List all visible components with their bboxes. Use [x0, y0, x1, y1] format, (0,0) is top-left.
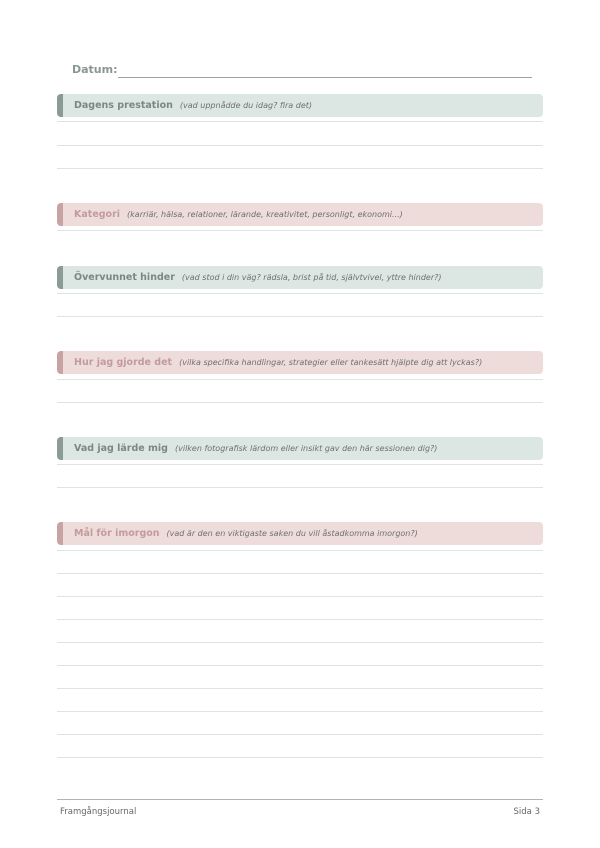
section-header-learned: [57, 437, 543, 460]
writing-line[interactable]: [57, 145, 543, 146]
section-header-achievement: [57, 94, 543, 117]
date-field[interactable]: [118, 77, 532, 78]
writing-line[interactable]: [57, 464, 543, 465]
section-header-obstacle: [57, 266, 543, 289]
section-header-category: [57, 203, 543, 226]
section-hint: (vad uppnådde du idag? fira det): [179, 101, 313, 110]
section-hint: (karriär, hälsa, relationer, lärande, kreativitet, personligt, ekonomi...): [127, 210, 403, 219]
writing-line[interactable]: [57, 487, 543, 488]
section-title: Vad jag lärde mig: [74, 443, 168, 454]
section-accent: [57, 203, 63, 226]
section-hint: (vad är den en viktigaste saken du vill åstadkomma imorgon?): [166, 529, 418, 538]
footer-page-number: Sida 3: [513, 807, 540, 817]
date-label: Datum:: [72, 63, 118, 76]
section-hint: (vilken fotografisk lärdom eller insikt gav den här sessionen dig?): [174, 444, 438, 453]
section-accent: [57, 437, 63, 460]
writing-line[interactable]: [57, 121, 543, 122]
section-header-how: [57, 351, 543, 374]
writing-line[interactable]: [57, 402, 543, 403]
section-title: Övervunnet hinder: [74, 272, 175, 283]
date-row: [72, 62, 532, 80]
section-title: Dagens prestation: [74, 100, 173, 111]
writing-line[interactable]: [57, 573, 543, 574]
writing-line[interactable]: [57, 596, 543, 597]
section-accent: [57, 94, 63, 117]
section-title: Kategori: [74, 209, 121, 220]
writing-line[interactable]: [57, 379, 543, 380]
section-hint: (vilka specifika handlingar, strategier eller tankesätt hjälpte dig att lyckas?): [179, 358, 483, 367]
writing-line[interactable]: [57, 230, 543, 231]
section-hint: (vad stod i din väg? rädsla, brist på tid, självtvivel, yttre hinder?): [181, 273, 442, 282]
writing-line[interactable]: [57, 168, 543, 169]
writing-line[interactable]: [57, 665, 543, 666]
section-accent: [57, 351, 63, 374]
writing-line[interactable]: [57, 757, 543, 758]
writing-line[interactable]: [57, 550, 543, 551]
section-header-goal: [57, 522, 543, 545]
section-title: Mål för imorgon: [74, 528, 160, 539]
writing-line[interactable]: [57, 316, 543, 317]
writing-line[interactable]: [57, 293, 543, 294]
writing-line[interactable]: [57, 711, 543, 712]
section-accent: [57, 522, 63, 545]
writing-line[interactable]: [57, 688, 543, 689]
writing-line[interactable]: [57, 642, 543, 643]
section-accent: [57, 266, 63, 289]
section-title: Hur jag gjorde det: [74, 357, 173, 368]
footer-divider: [57, 799, 543, 800]
footer-journal-name: Framgångsjournal: [60, 807, 137, 817]
writing-line[interactable]: [57, 734, 543, 735]
writing-line[interactable]: [57, 619, 543, 620]
